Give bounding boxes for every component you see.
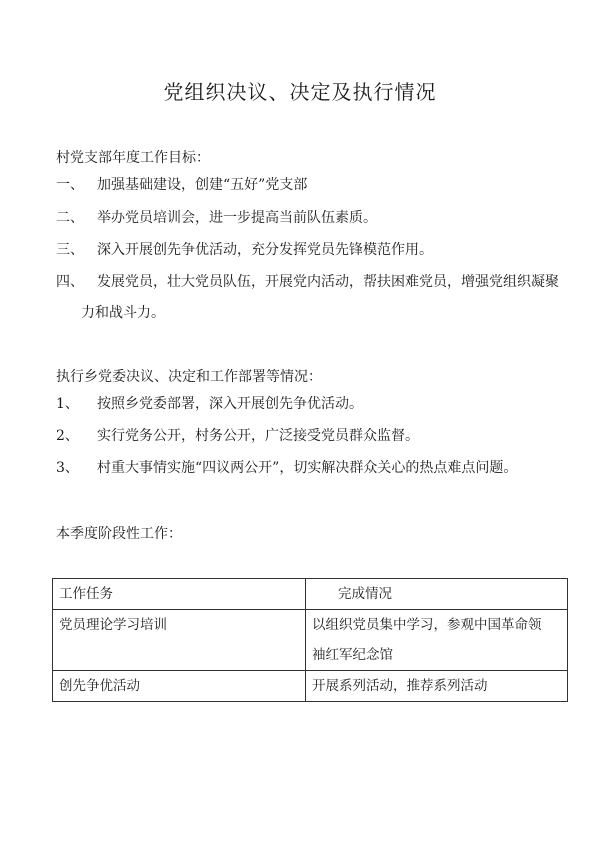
goal-item: [56, 267, 566, 329]
execution-number: 2、: [56, 428, 79, 444]
table-row: [53, 610, 568, 671]
status-line: 袖红军纪念馆: [312, 647, 393, 663]
goal-text: 举办党员培训会，进一步提高当前队伍素质。: [97, 210, 377, 226]
goal-number: 三、: [56, 242, 84, 258]
execution-item: [56, 421, 566, 452]
goal-text: 加强基础建设，创建“五好”党支部: [97, 177, 308, 193]
column-header-task: 工作任务: [53, 579, 306, 610]
page-title: 党组织决议、决定及执行情况: [163, 80, 437, 104]
section-heading-execution: 执行乡党委决议、决定和工作部署等情况：: [56, 369, 322, 385]
status-line: 以组织党员集中学习，参观中国革命领: [312, 617, 542, 633]
execution-item: [56, 389, 566, 420]
goal-item: [56, 170, 566, 201]
execution-number: 1、: [56, 396, 79, 412]
table-header-row: [53, 579, 568, 610]
status-line: 开展系列活动，推荐系列活动: [312, 678, 488, 694]
goal-text: 深入开展创先争优活动，充分发挥党员先锋模范作用。: [97, 242, 433, 258]
table-row: [53, 671, 568, 702]
goal-text-continuation: 力和战斗力。: [81, 305, 165, 321]
task-cell: 党员理论学习培训: [53, 610, 306, 671]
status-cell: [306, 671, 568, 702]
execution-item: [56, 453, 566, 484]
goal-number: 一、: [56, 177, 84, 193]
section-heading-annual-goals: 村党支部年度工作目标：: [56, 150, 210, 166]
section-heading-quarterly: 本季度阶段性工作：: [56, 526, 182, 542]
goal-number: 四、: [56, 274, 84, 290]
execution-text: 实行党务公开，村务公开，广泛接受党员群众监督。: [97, 428, 419, 444]
execution-text: 村重大事情实施“四议两公开”，切实解决群众关心的热点难点问题。: [97, 460, 518, 476]
goal-item: [56, 203, 566, 234]
status-cell: [306, 610, 568, 671]
goal-text: 发展党员，壮大党员队伍，开展党内活动，帮扶困难党员，增强党组织凝聚: [97, 274, 559, 290]
goal-number: 二、: [56, 210, 84, 226]
execution-number: 3、: [56, 460, 79, 476]
execution-text: 按照乡党委部署，深入开展创先争优活动。: [97, 396, 363, 412]
quarterly-work-table: [52, 578, 568, 702]
column-header-status: 完成情况: [306, 579, 568, 610]
task-cell: 创先争优活动: [53, 671, 306, 702]
goal-item: [56, 235, 566, 266]
